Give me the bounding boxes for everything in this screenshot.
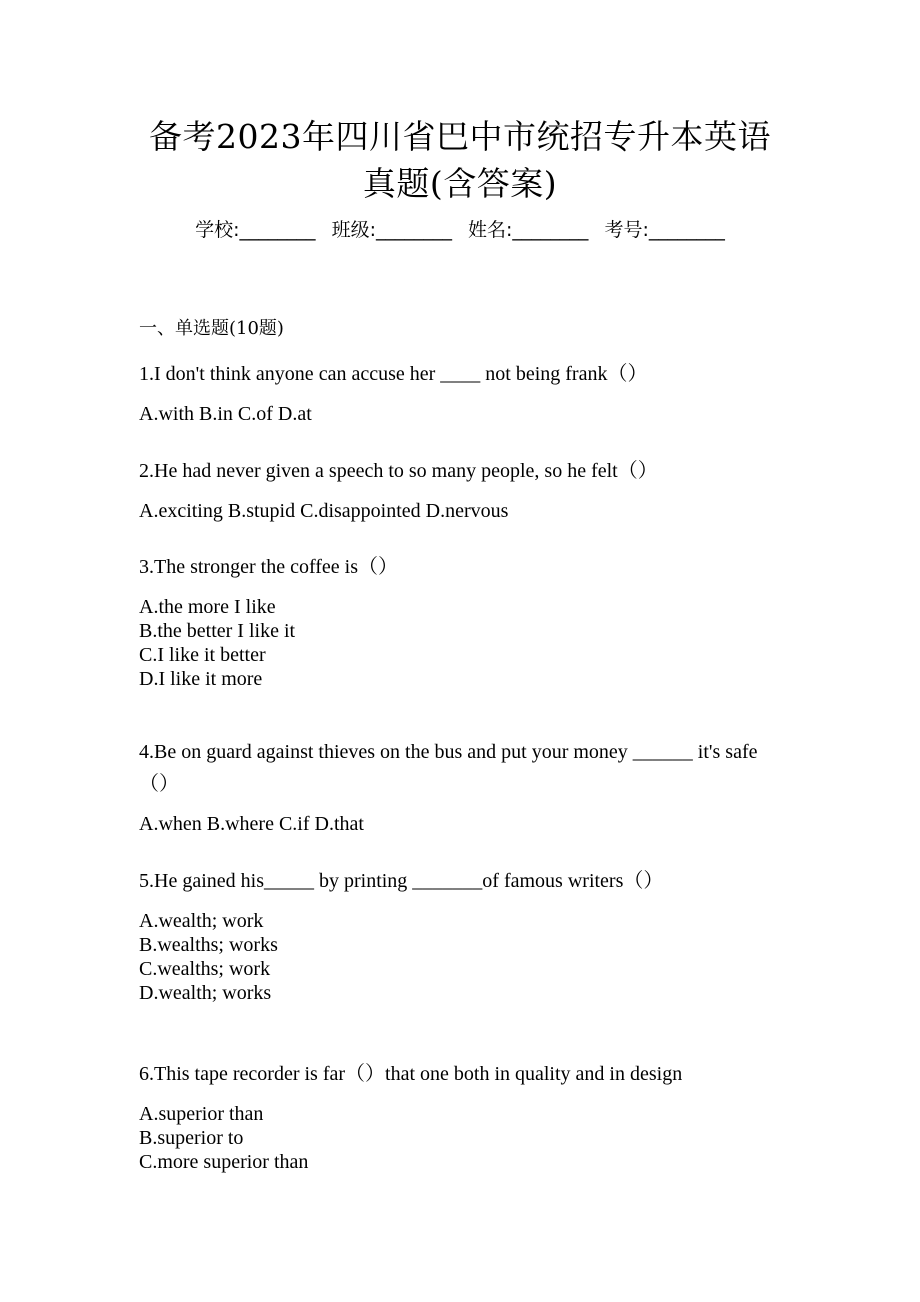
option-d: D.wealth; works: [139, 982, 272, 1004]
name-field: 姓名:________: [468, 219, 589, 241]
question-1-options: A.with B.in C.of D.at: [139, 403, 312, 425]
option-b: B.the better I like it: [139, 620, 296, 642]
doc-title-line-1: 备考2023年四川省巴中市统招专升本英语: [149, 117, 771, 156]
school-field: 学校:________: [195, 219, 316, 241]
question-4-stem-continued: （）: [139, 773, 179, 795]
exam-number-field: 考号:________: [604, 219, 725, 241]
section-heading: 一、单选题(10题): [139, 318, 284, 339]
option-c: C.I like it better: [139, 644, 266, 666]
student-info-row: [60, 216, 860, 244]
question-4-stem: 4.Be on guard against thieves on the bus and put your money ______ it's safe: [139, 741, 758, 763]
question-6-options: [139, 1102, 308, 1174]
question-5-stem: 5.He gained his_____ by printing _______of famous writers（）: [139, 870, 664, 892]
question-6-stem: 6.This tape recorder is far（）that one both in quality and in design: [139, 1063, 683, 1085]
option-b: B.superior to: [139, 1127, 244, 1149]
question-3-options: [139, 595, 295, 691]
option-a: A.wealth; work: [139, 910, 264, 932]
question-4-options: A.when B.where C.if D.that: [139, 813, 364, 835]
class-field: 班级:________: [331, 219, 452, 241]
option-d: D.I like it more: [139, 668, 263, 690]
option-a: A.the more I like: [139, 596, 276, 618]
question-1-stem: 1.I don't think anyone can accuse her ____ not being frank（）: [139, 363, 648, 385]
option-c: C.wealths; work: [139, 958, 271, 980]
option-a: A.superior than: [139, 1103, 264, 1125]
option-c: C.more superior than: [139, 1151, 309, 1173]
question-5-options: [139, 909, 278, 1005]
question-2-stem: 2.He had never given a speech to so many people, so he felt（）: [139, 460, 658, 482]
doc-title-line-2: 真题(含答案): [362, 164, 558, 203]
option-b: B.wealths; works: [139, 934, 278, 956]
question-3-stem: 3.The stronger the coffee is（）: [139, 556, 398, 578]
question-2-options: A.exciting B.stupid C.disappointed D.nervous: [139, 500, 509, 522]
